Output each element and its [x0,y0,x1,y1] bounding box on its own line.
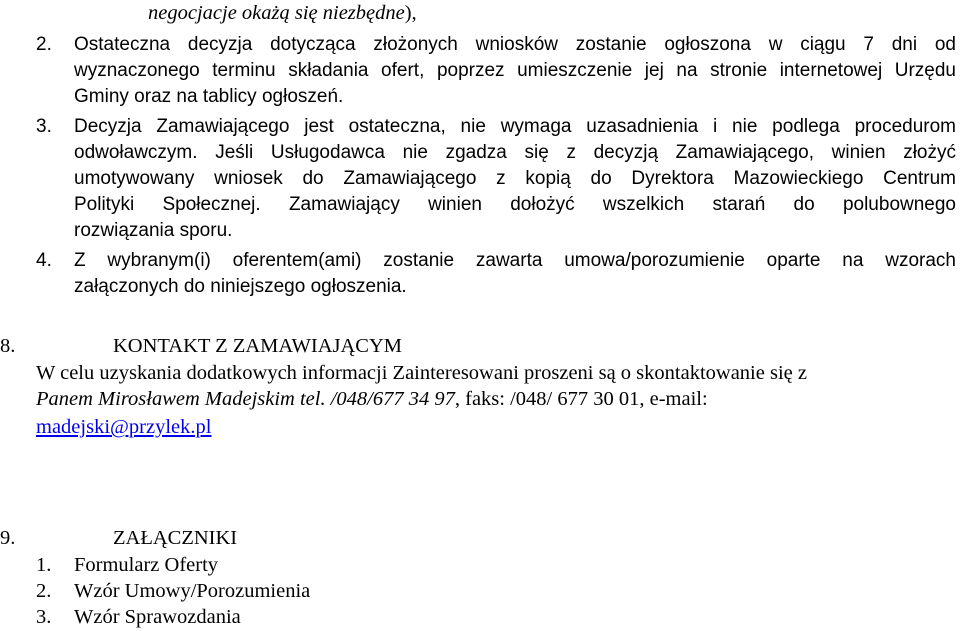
item-text-line: rozwiązania sporu. [74,220,233,241]
item-text-line: Gminy oraz na tablicy ogłoszeń. [74,86,344,107]
item-number: 2. [36,34,52,55]
section-title: ZAŁĄCZNIKI [113,527,238,549]
email-link[interactable]: madejski@przylek.pl [36,416,212,438]
item-text-line: Polityki Społecznej. Zamawiający winien dołożyć wszelkich starań do polubownego [74,194,956,215]
section-number: 9. [0,527,16,549]
item-text-line: Z wybranym(i) oferentem(ami) zostanie zawarta umowa/porozumienie oparte na wzorach [74,250,956,271]
contact-fax-email-label: , faks: /048/ 677 30 01, e-mail: [454,388,708,410]
item-text-line: wyznaczonego terminu składania ofert, poprzez umieszczenie jej na stronie internetowej Urzędu [74,60,956,81]
item-number: 3. [36,116,52,137]
email-line [36,414,222,440]
contact-details-line [36,386,708,412]
attachment-label: Wzór Umowy/Porozumienia [74,580,311,602]
item-text-line: odwoławczym. Jeśli Usługodawca nie zgadza się z decyzją Zamawiającego, winien złożyć [74,142,956,163]
item-number: 4. [36,250,52,271]
attachment-label: Formularz Oferty [74,554,219,576]
continuation-plain: ), [404,2,417,24]
attachment-number: 3. [36,606,52,628]
item-text-line: Decyzja Zamawiającego jest ostateczna, nie wymaga uzasadnienia i nie podlega procedurom [74,116,956,137]
item-text-line: załączonych do niniejszego ogłoszenia. [74,276,407,297]
attachment-number: 2. [36,580,52,602]
attachment-number: 1. [36,554,52,576]
item-text-line: Ostateczna decyzja dotycząca złożonych wniosków zostanie ogłoszona w ciągu 7 dni od [74,34,956,55]
section-number: 8. [0,335,16,357]
contact-text-line: W celu uzyskania dodatkowych informacji Zainteresowani proszeni są o skontaktowanie się z [36,362,807,384]
attachment-label: Wzór Sprawozdania [74,606,241,628]
item-text-line: umotywowany wniosek do Zamawiającego z kopią do Dyrektora Mazowieckiego Centrum [74,168,956,189]
continuation-line [148,0,417,26]
contact-person-phone: Panem Mirosławem Madejskim tel. /048/677 34 97 [36,388,455,410]
section-title: KONTAKT Z ZAMAWIAJĄCYM [113,335,403,357]
continuation-italic: negocjacje okażą się niezbędne [148,2,405,24]
